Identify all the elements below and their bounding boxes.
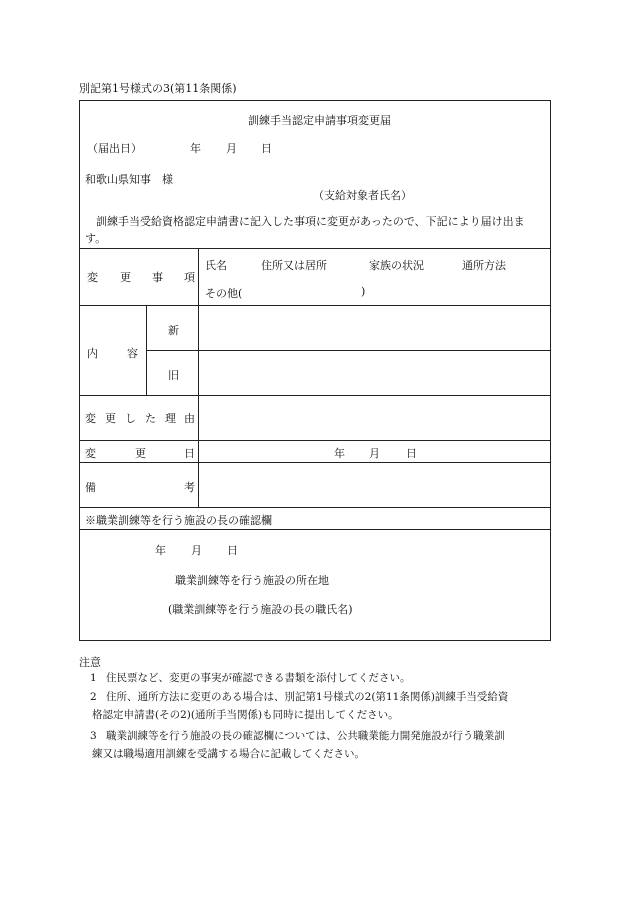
divider-label-column	[198, 248, 199, 507]
note-text-line1: 職業訓練等を行う施設の長の確認欄については、公共職業能力開発施設が行う職業訓	[106, 730, 505, 742]
divider-remarks	[80, 507, 550, 508]
divider-new-old	[146, 350, 550, 351]
applicant-name-label: （支給対象者氏名）	[313, 189, 412, 202]
notes-title: 注意	[79, 656, 101, 669]
note-number: 3	[90, 730, 97, 742]
option-other[interactable]: その他(	[205, 287, 243, 300]
reason-field[interactable]	[200, 397, 548, 438]
divider-confirmation-header	[80, 529, 550, 530]
filing-date-label: （届出日）	[87, 142, 142, 155]
remarks-label-2: 考	[184, 481, 195, 494]
divider-change-items	[80, 305, 550, 306]
filing-date-month[interactable]: 月	[226, 142, 237, 155]
change-date-year[interactable]: 年	[334, 447, 345, 460]
confirmation-facility-location: 職業訓練等を行う施設の所在地	[175, 574, 329, 587]
content-old-field[interactable]	[200, 352, 548, 393]
change-date-day[interactable]: 日	[406, 447, 417, 460]
reason-label-3: し	[125, 412, 136, 425]
remarks-label-1: 備	[85, 481, 96, 494]
reason-label-6: 由	[184, 412, 195, 425]
note-text-line1: 住所、通所方法に変更のある場合は、別記第1号様式の2(第11条関係)訓練手当受給資	[106, 691, 509, 703]
reason-label-4: た	[145, 412, 156, 425]
note-text-line2: 練又は職場適用訓練を受講する場合に記載してください。	[92, 748, 365, 760]
change-date-month[interactable]: 月	[369, 447, 380, 460]
option-other-close: )	[361, 285, 366, 298]
change-date-label-1: 変	[85, 447, 96, 460]
reason-label-1: 変	[85, 412, 96, 425]
change-date-label-2: 更	[135, 447, 146, 460]
reason-label-2: 更	[105, 412, 116, 425]
content-old-label: 旧	[168, 369, 179, 382]
change-date-label-3: 日	[184, 447, 195, 460]
confirmation-header: ※職業訓練等を行う施設の長の確認欄	[85, 514, 272, 527]
change-items-label-2: 更	[120, 271, 131, 284]
note-text-line2: 格認定申請書(その2)(通所手当関係)も同時に提出してください。	[92, 709, 399, 721]
change-items-label-1: 変	[87, 271, 98, 284]
divider-change-date	[80, 462, 550, 463]
confirmation-month[interactable]: 月	[191, 544, 202, 557]
option-commute[interactable]: 通所方法	[462, 259, 506, 272]
content-new-field[interactable]	[200, 307, 548, 348]
body-text-line1: 訓練手当受給資格認定申請書に記入した事項に変更があったので、下記により届け出ま	[96, 215, 525, 228]
confirmation-head-name: (職業訓練等を行う施設の長の職氏名)	[168, 603, 353, 616]
divider-content-sub	[146, 305, 147, 395]
divider-top	[80, 248, 550, 249]
option-name[interactable]: 氏名	[205, 259, 227, 272]
filing-date-day[interactable]: 日	[261, 142, 272, 155]
divider-content	[80, 395, 550, 396]
body-text-line2: す。	[85, 232, 107, 245]
change-items-label-4: 項	[184, 271, 195, 284]
option-family[interactable]: 家族の状況	[369, 259, 424, 272]
filing-date-year[interactable]: 年	[190, 142, 201, 155]
note-number: 2	[90, 691, 97, 703]
confirmation-day[interactable]: 日	[227, 544, 238, 557]
confirmation-year[interactable]: 年	[155, 544, 166, 557]
content-new-label: 新	[168, 324, 179, 337]
content-label-2: 容	[127, 347, 138, 360]
note-number: 1	[90, 672, 97, 684]
reason-label-5: 理	[165, 412, 176, 425]
addressee: 和歌山県知事 様	[85, 173, 173, 186]
note-text-line1: 住民票など、変更の事実が確認できる書類を添付してください。	[106, 672, 411, 684]
form-frame	[79, 100, 551, 641]
form-reference: 別記第1号様式の3(第11条関係)	[79, 82, 237, 95]
content-label-1: 内	[87, 347, 98, 360]
form-title: 訓練手当認定申請事項変更届	[248, 114, 391, 127]
divider-reason	[80, 440, 550, 441]
change-items-label-3: 事	[152, 271, 163, 284]
option-address[interactable]: 住所又は居所	[261, 259, 327, 272]
remarks-field[interactable]	[200, 464, 548, 505]
